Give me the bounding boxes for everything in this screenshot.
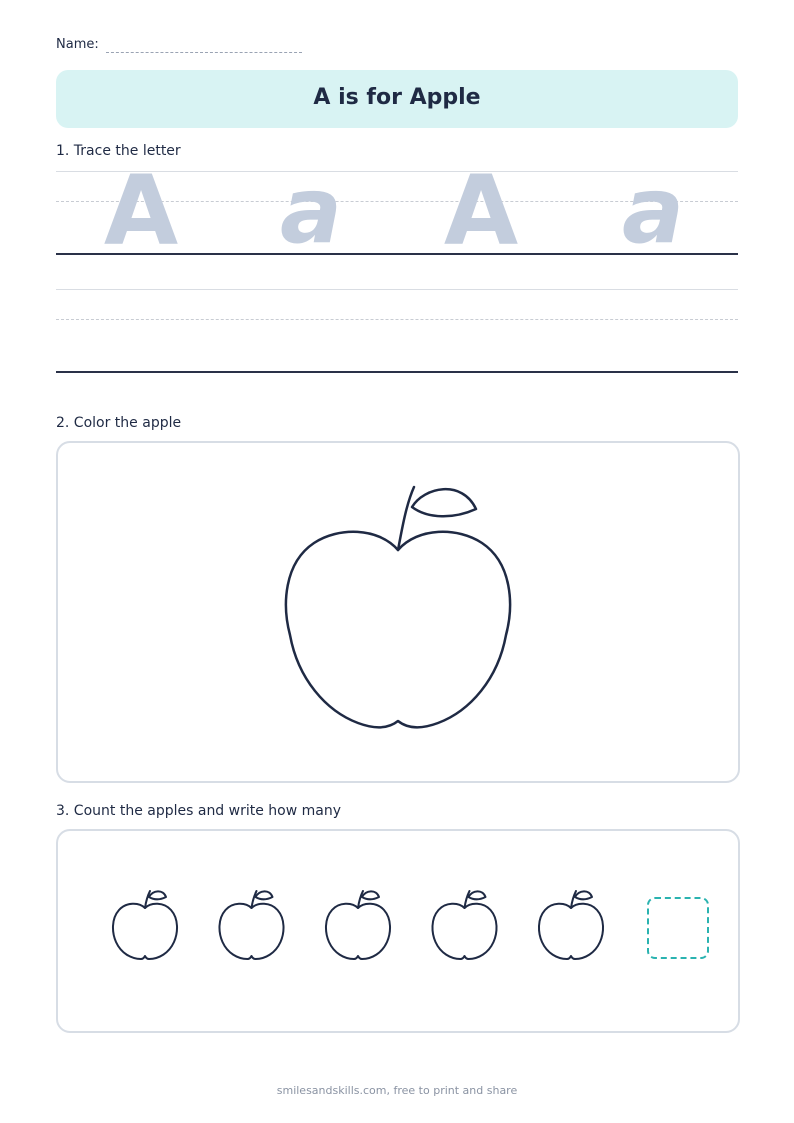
- trace-top-line: [56, 289, 738, 290]
- trace-base-line: [56, 371, 738, 373]
- trace-letter-upper: A: [103, 155, 179, 267]
- counting-apples: [58, 831, 738, 1031]
- small-apple-icon: [432, 891, 496, 959]
- page-title: A is for Apple: [313, 85, 481, 110]
- footer-credit: smilesandskills.com, free to print and share: [276, 1084, 518, 1097]
- name-label: Name:: [56, 37, 99, 52]
- small-apple-icon: [219, 891, 283, 959]
- count-panel: [56, 829, 740, 1033]
- trace-section-label: 1. Trace the letter: [56, 143, 181, 159]
- small-apple-icon: [113, 891, 177, 959]
- color-panel[interactable]: [56, 441, 740, 783]
- small-apple-icon: [326, 891, 390, 959]
- trace-row-1[interactable]: [56, 155, 738, 267]
- trace-letter-upper: A: [443, 155, 519, 267]
- title-banner: [56, 70, 738, 128]
- count-section-label: 3. Count the apples and write how many: [56, 803, 342, 819]
- apple-outline-icon[interactable]: [58, 443, 738, 781]
- name-write-line[interactable]: [106, 52, 302, 53]
- trace-row-2[interactable]: [56, 289, 738, 373]
- trace-letter-lower: a: [279, 157, 343, 264]
- trace-letter-lower: a: [621, 157, 685, 264]
- small-apple-icon: [539, 891, 603, 959]
- name-field[interactable]: [56, 36, 316, 56]
- answer-box[interactable]: [647, 897, 709, 959]
- color-section-label: 2. Color the apple: [56, 415, 182, 431]
- trace-mid-line: [56, 319, 738, 320]
